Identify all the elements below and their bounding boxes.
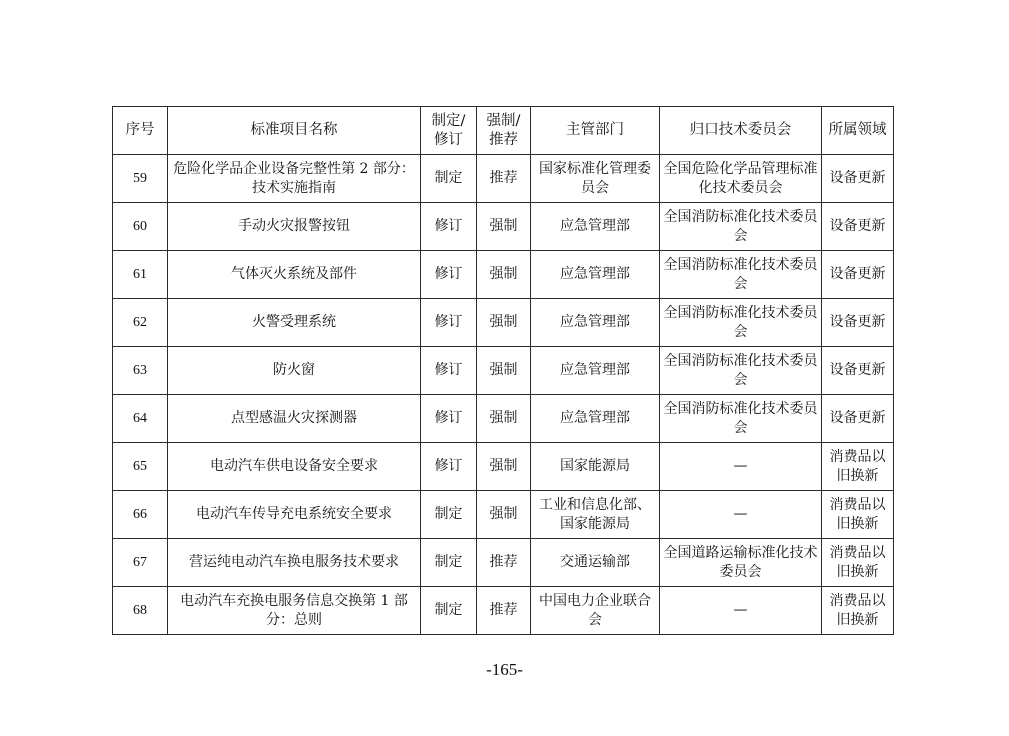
cell-field: 设备更新 <box>822 155 894 203</box>
cell-department: 应急管理部 <box>531 395 660 443</box>
cell-type: 修订 <box>421 395 477 443</box>
cell-index: 62 <box>113 299 168 347</box>
cell-index: 59 <box>113 155 168 203</box>
cell-standard-name: 防火窗 <box>168 347 421 395</box>
table-row <box>113 155 894 203</box>
cell-committee: 全国消防标准化技术委员会 <box>660 395 822 443</box>
cell-committee: 全国消防标准化技术委员会 <box>660 203 822 251</box>
cell-department: 中国电力企业联合会 <box>531 587 660 635</box>
cell-index: 63 <box>113 347 168 395</box>
header-type: 制定/ 修订 <box>421 107 477 155</box>
cell-committee: — <box>660 587 822 635</box>
cell-level: 强制 <box>477 443 531 491</box>
cell-field: 消费品以旧换新 <box>822 443 894 491</box>
cell-level: 强制 <box>477 299 531 347</box>
cell-field: 消费品以旧换新 <box>822 587 894 635</box>
cell-department: 交通运输部 <box>531 539 660 587</box>
cell-committee: 全国道路运输标准化技术委员会 <box>660 539 822 587</box>
header-field: 所属领域 <box>822 107 894 155</box>
table-row <box>113 587 894 635</box>
cell-index: 68 <box>113 587 168 635</box>
cell-field: 设备更新 <box>822 299 894 347</box>
cell-index: 64 <box>113 395 168 443</box>
cell-field: 设备更新 <box>822 395 894 443</box>
cell-index: 61 <box>113 251 168 299</box>
cell-level: 强制 <box>477 203 531 251</box>
cell-type: 制定 <box>421 155 477 203</box>
cell-department: 应急管理部 <box>531 251 660 299</box>
cell-type: 修订 <box>421 347 477 395</box>
header-committee: 归口技术委员会 <box>660 107 822 155</box>
table-row <box>113 251 894 299</box>
header-level: 强制/ 推荐 <box>477 107 531 155</box>
table-row <box>113 443 894 491</box>
table-row <box>113 491 894 539</box>
cell-department: 应急管理部 <box>531 299 660 347</box>
table-body <box>113 155 894 635</box>
header-dept: 主管部门 <box>531 107 660 155</box>
cell-department: 应急管理部 <box>531 203 660 251</box>
cell-standard-name: 危险化学品企业设备完整性第 2 部分：技术实施指南 <box>168 155 421 203</box>
cell-type: 制定 <box>421 539 477 587</box>
cell-level: 强制 <box>477 251 531 299</box>
cell-department: 国家标准化管理委员会 <box>531 155 660 203</box>
cell-standard-name: 手动火灾报警按钮 <box>168 203 421 251</box>
cell-department: 工业和信息化部、国家能源局 <box>531 491 660 539</box>
cell-committee: — <box>660 491 822 539</box>
cell-index: 60 <box>113 203 168 251</box>
table-row <box>113 299 894 347</box>
header-row <box>113 107 894 155</box>
table-row <box>113 203 894 251</box>
cell-type: 修订 <box>421 251 477 299</box>
cell-standard-name: 电动汽车供电设备安全要求 <box>168 443 421 491</box>
cell-index: 65 <box>113 443 168 491</box>
table-row <box>113 395 894 443</box>
cell-committee: 全国消防标准化技术委员会 <box>660 347 822 395</box>
cell-level: 强制 <box>477 347 531 395</box>
cell-standard-name: 气体灭火系统及部件 <box>168 251 421 299</box>
cell-committee: — <box>660 443 822 491</box>
cell-field: 消费品以旧换新 <box>822 539 894 587</box>
cell-field: 设备更新 <box>822 203 894 251</box>
cell-field: 设备更新 <box>822 347 894 395</box>
cell-level: 强制 <box>477 491 531 539</box>
table-row <box>113 539 894 587</box>
cell-standard-name: 电动汽车传导充电系统安全要求 <box>168 491 421 539</box>
cell-level: 推荐 <box>477 587 531 635</box>
cell-type: 制定 <box>421 587 477 635</box>
cell-committee: 全国危险化学品管理标准化技术委员会 <box>660 155 822 203</box>
cell-type: 修订 <box>421 443 477 491</box>
cell-field: 消费品以旧换新 <box>822 491 894 539</box>
table-row <box>113 347 894 395</box>
cell-index: 66 <box>113 491 168 539</box>
cell-level: 推荐 <box>477 539 531 587</box>
cell-standard-name: 火警受理系统 <box>168 299 421 347</box>
cell-standard-name: 营运纯电动汽车换电服务技术要求 <box>168 539 421 587</box>
cell-type: 修订 <box>421 299 477 347</box>
page-number: -165- <box>486 660 523 679</box>
standards-table <box>112 106 894 635</box>
cell-level: 推荐 <box>477 155 531 203</box>
header-index: 序号 <box>113 107 168 155</box>
cell-department: 应急管理部 <box>531 347 660 395</box>
cell-committee: 全国消防标准化技术委员会 <box>660 299 822 347</box>
cell-type: 制定 <box>421 491 477 539</box>
header-name: 标准项目名称 <box>168 107 421 155</box>
cell-type: 修订 <box>421 203 477 251</box>
cell-level: 强制 <box>477 395 531 443</box>
cell-department: 国家能源局 <box>531 443 660 491</box>
cell-committee: 全国消防标准化技术委员会 <box>660 251 822 299</box>
cell-standard-name: 点型感温火灾探测器 <box>168 395 421 443</box>
cell-field: 设备更新 <box>822 251 894 299</box>
cell-index: 67 <box>113 539 168 587</box>
cell-standard-name: 电动汽车充换电服务信息交换第 1 部分：总则 <box>168 587 421 635</box>
